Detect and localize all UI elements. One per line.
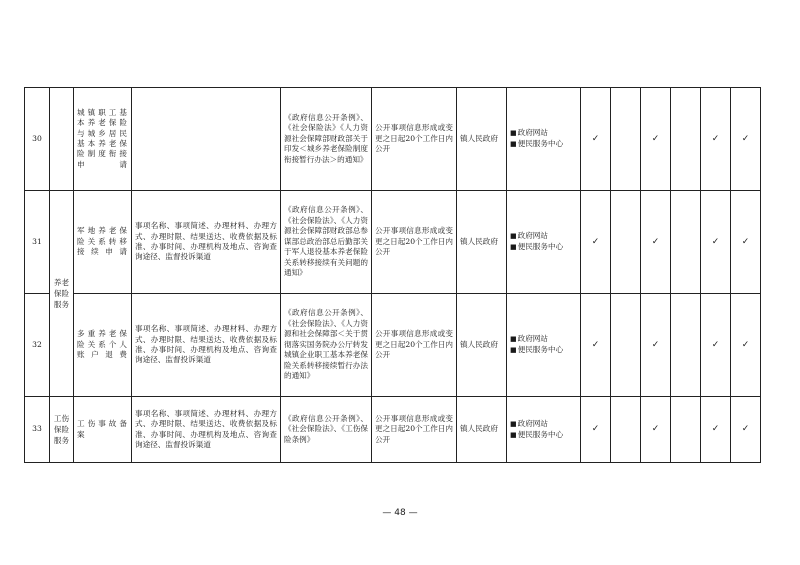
category-injury: 工伤 保险 服务 [50,397,74,463]
disclosure-channels: ■政府网站 ■便民服务中心 [507,294,581,397]
check-mark-icon: ✓ [731,88,761,191]
square-bullet-icon: ■ [510,243,517,251]
empty-cell [671,191,701,294]
disclosure-subject: 镇人民政府 [457,294,507,397]
disclosure-subject: 镇人民政府 [457,397,507,463]
empty-cell [671,397,701,463]
check-mark-icon: ✓ [581,397,611,463]
legal-basis: 《政府信息公开条例》、《社会保险法》、《人力资源和社会保障部＜关于贯彻落实国务院办公厅转发城镇企业职工基本养老保险关系转移接续暂行办法的通知》 [281,294,372,397]
legal-basis: 《政府信息公开条例》、《社会保险法》、《工伤保险条例》 [281,397,372,463]
disclosure-content: 事项名称、事项简述、办理材料、办理方式、办理时限、结果送达、收费依据及标准、办事时间、办理机构及地点、咨询查询途径、监督投诉渠道 [132,397,281,463]
check-mark-icon: ✓ [701,191,731,294]
category-cell-empty [50,88,74,191]
disclosure-channels: ■政府网站 ■便民服务中心 [507,397,581,463]
empty-cell [671,88,701,191]
square-bullet-icon: ■ [510,140,517,148]
square-bullet-icon: ■ [510,129,517,138]
check-mark-icon: ✓ [581,88,611,191]
item-name: 军地养老保险关系转移接续申请 [74,191,132,294]
table-row [25,397,761,463]
item-name: 多重养老保险关系个人账户退费 [74,294,132,397]
item-name: 城镇职工基本养老保险与城乡居民基本养老保险制度衔接申请 [74,88,132,191]
empty-cell [611,88,641,191]
check-mark-icon: ✓ [641,88,671,191]
disclosure-time: 公开事项信息形成或变更之日起20个工作日内公开 [372,191,457,294]
check-mark-icon: ✓ [701,397,731,463]
table-row [25,88,761,191]
disclosure-time: 公开事项信息形成或变更之日起20个工作日内公开 [372,397,457,463]
empty-cell [671,294,701,397]
disclosure-subject: 镇人民政府 [457,88,507,191]
row-number: 32 [25,294,50,397]
empty-cell [611,294,641,397]
row-number: 30 [25,88,50,191]
disclosure-time: 公开事项信息形成或变更之日起20个工作日内公开 [372,88,457,191]
item-name: 工伤事故备案 [74,397,132,463]
disclosure-time: 公开事项信息形成或变更之日起20个工作日内公开 [372,294,457,397]
check-mark-icon: ✓ [581,191,611,294]
table-row [25,191,761,294]
check-mark-icon: ✓ [731,191,761,294]
check-mark-icon: ✓ [581,294,611,397]
square-bullet-icon: ■ [510,419,517,428]
check-mark-icon: ✓ [701,294,731,397]
legal-basis: 《政府信息公开条例》、《社会保险法》《人力资源社会保障部财政部关于印发＜城乡养老保险制度衔接暂行办法＞的通知》 [281,88,372,191]
row-number: 31 [25,191,50,294]
disclosure-channels: ■政府网站 ■便民服务中心 [507,191,581,294]
legal-basis: 《政府信息公开条例》、《社会保险法》、《人力资源社会保障部财政部总参谋部总政治部总后勤部关于军人退役基本养老保险关系转移接续有关问题的通知》 [281,191,372,294]
disclosure-content [132,88,281,191]
table-row [25,294,761,397]
check-mark-icon: ✓ [641,294,671,397]
disclosure-channels: ■政府网站 ■便民服务中心 [507,88,581,191]
square-bullet-icon: ■ [510,232,517,241]
square-bullet-icon: ■ [510,335,517,344]
category-pension: 养老 保险 服务 [50,191,74,397]
page-number: — 48 — [382,508,418,518]
check-mark-icon: ✓ [701,88,731,191]
square-bullet-icon: ■ [510,430,517,439]
disclosure-table [24,87,761,463]
check-mark-icon: ✓ [641,397,671,463]
row-number: 33 [25,397,50,463]
empty-cell [611,191,641,294]
disclosure-subject: 镇人民政府 [457,191,507,294]
check-mark-icon: ✓ [641,191,671,294]
disclosure-content: 事项名称、事项简述、办理材料、办理方式、办理时限、结果送达、收费依据及标准、办事时间、办理机构及地点、咨询查询途径、监督投诉渠道 [132,191,281,294]
check-mark-icon: ✓ [731,397,761,463]
disclosure-content: 事项名称、事项简述、办理材料、办理方式、办理时限、结果送达、收费依据及标准、办事时间、办理机构及地点、咨询查询途径、监督投诉渠道 [132,294,281,397]
empty-cell [611,397,641,463]
check-mark-icon: ✓ [731,294,761,397]
square-bullet-icon: ■ [510,346,517,354]
